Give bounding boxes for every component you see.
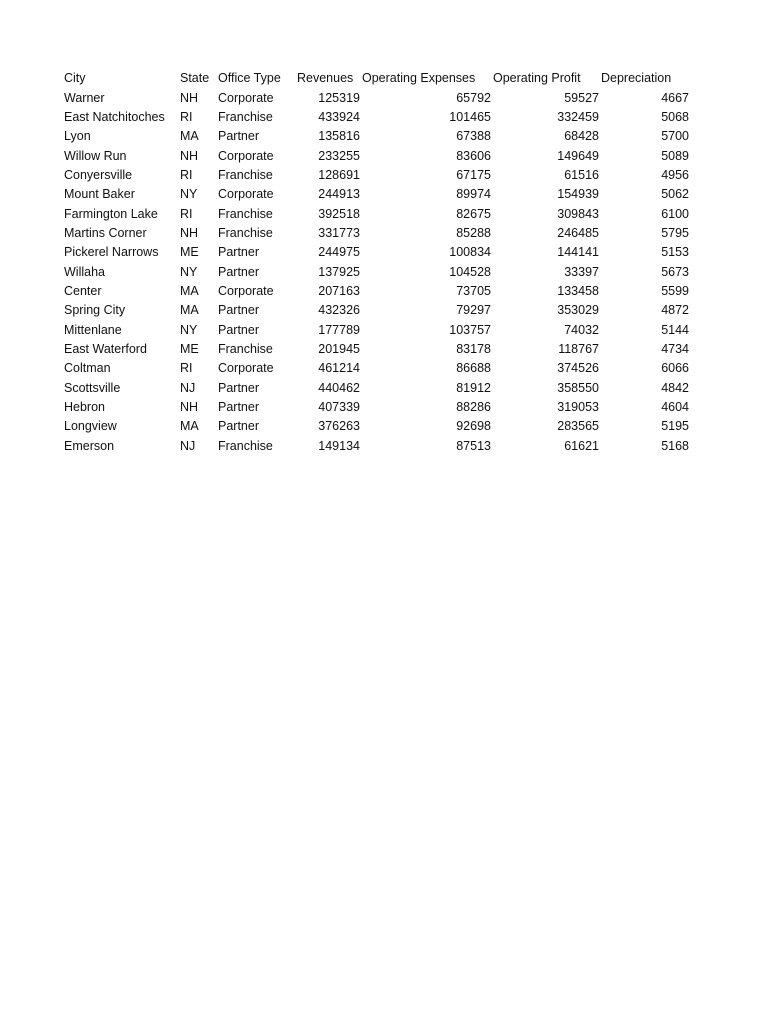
cell-state: NH [180,90,199,105]
table-row [62,166,689,185]
cell-depreciation: 5673 [661,264,689,279]
table-row [62,282,689,301]
table-row [62,204,689,223]
cell-city: Lyon [64,129,91,144]
cell-city: Pickerel Narrows [64,245,159,260]
cell-depreciation: 5599 [661,283,689,298]
cell-operating-profit: 309843 [557,206,599,221]
cell-city: Willow Run [64,148,127,163]
cell-office-type: Partner [218,400,259,415]
cell-state: ME [180,341,199,356]
cell-revenues: 128691 [318,167,360,182]
table-row [62,359,689,378]
cell-city: Spring City [64,303,126,318]
cell-revenues: 461214 [318,361,360,376]
cell-depreciation: 5089 [661,148,689,163]
table-row [62,224,689,243]
cell-revenues: 433924 [318,109,360,124]
table-row [62,108,689,127]
cell-operating-profit: 154939 [557,187,599,202]
table-row [62,320,689,339]
cell-office-type: Corporate [218,361,274,376]
cell-city: Willaha [64,264,105,279]
cell-revenues: 137925 [318,264,360,279]
cell-city: Emerson [64,438,115,453]
cell-depreciation: 5062 [661,187,689,202]
cell-operating-expenses: 92698 [456,419,491,434]
table-row [62,88,689,107]
cell-state: MA [180,283,199,298]
cell-depreciation: 4734 [661,341,689,356]
cell-office-type: Franchise [218,109,273,124]
table-row [62,243,689,262]
cell-operating-expenses: 82675 [456,206,491,221]
cell-revenues: 331773 [318,225,360,240]
header-depreciation: Depreciation [601,71,672,86]
cell-state: ME [180,245,199,260]
cell-office-type: Corporate [218,148,274,163]
cell-city: Farmington Lake [64,206,158,221]
table-row [62,340,689,359]
cell-office-type: Partner [218,419,259,434]
cell-revenues: 135816 [318,129,360,144]
cell-city: Center [64,283,102,298]
table-row [62,417,689,436]
cell-operating-expenses: 87513 [456,438,491,453]
cell-operating-expenses: 65792 [456,90,491,105]
cell-office-type: Partner [218,245,259,260]
table-row [62,127,689,146]
cell-revenues: 376263 [318,419,360,434]
cell-depreciation: 5068 [661,109,689,124]
cell-depreciation: 5700 [661,129,689,144]
cell-city: East Waterford [64,341,147,356]
cell-city: Warner [64,90,105,105]
cell-operating-expenses: 89974 [456,187,491,202]
cell-state: RI [180,206,193,221]
cell-state: NH [180,225,199,240]
header-revenues: Revenues [297,71,354,86]
cell-operating-expenses: 81912 [456,380,491,395]
cell-revenues: 244913 [318,187,360,202]
cell-revenues: 432326 [318,303,360,318]
cell-operating-profit: 283565 [557,419,599,434]
cell-revenues: 149134 [318,438,360,453]
cell-office-type: Franchise [218,206,273,221]
cell-depreciation: 5195 [661,419,689,434]
cell-operating-expenses: 104528 [449,264,491,279]
cell-office-type: Franchise [218,225,273,240]
cell-city: Conyersville [64,167,133,182]
cell-state: NY [180,187,198,202]
cell-city: Longview [64,419,117,434]
cell-depreciation: 5153 [661,245,689,260]
cell-state: NY [180,322,198,337]
header-operating-profit: Operating Profit [493,71,581,86]
table-row [62,185,689,204]
cell-operating-profit: 319053 [557,400,599,415]
cell-operating-profit: 61621 [564,438,599,453]
header-city: City [64,71,86,86]
cell-revenues: 233255 [318,148,360,163]
cell-state: MA [180,129,199,144]
cell-operating-expenses: 79297 [456,303,491,318]
cell-operating-expenses: 83606 [456,148,491,163]
cell-office-type: Partner [218,129,259,144]
cell-operating-expenses: 103757 [449,322,491,337]
cell-office-type: Franchise [218,438,273,453]
cell-city: Mount Baker [64,187,135,202]
cell-operating-profit: 353029 [557,303,599,318]
cell-operating-profit: 358550 [557,380,599,395]
cell-revenues: 177789 [318,322,360,337]
cell-office-type: Corporate [218,90,274,105]
cell-operating-profit: 144141 [557,245,599,260]
table-body [62,88,689,456]
cell-operating-profit: 374526 [557,361,599,376]
cell-depreciation: 4667 [661,90,689,105]
cell-operating-expenses: 83178 [456,341,491,356]
table-row [62,301,689,320]
cell-depreciation: 4872 [661,303,689,318]
cell-state: NJ [180,380,196,395]
header-row [62,69,689,88]
cell-depreciation: 6066 [661,361,689,376]
cell-revenues: 207163 [318,283,360,298]
cell-depreciation: 4956 [661,167,689,182]
cell-depreciation: 4604 [661,400,689,415]
cell-operating-profit: 59527 [564,90,599,105]
header-office-type: Office Type [218,71,281,86]
cell-operating-expenses: 67175 [456,167,491,182]
cell-revenues: 244975 [318,245,360,260]
cell-state: RI [180,167,193,182]
cell-state: MA [180,303,199,318]
header-operating-expenses: Operating Expenses [362,71,476,86]
table-row [62,262,689,281]
cell-office-type: Franchise [218,167,273,182]
office-financials-table [62,69,689,456]
table-row [62,146,689,165]
cell-depreciation: 5144 [661,322,689,337]
cell-city: East Natchitoches [64,109,165,124]
cell-state: NH [180,148,199,163]
cell-office-type: Partner [218,264,259,279]
cell-state: NY [180,264,198,279]
cell-office-type: Partner [218,322,259,337]
cell-city: Scottsville [64,380,121,395]
cell-operating-profit: 133458 [557,283,599,298]
cell-operating-expenses: 88286 [456,400,491,415]
cell-office-type: Corporate [218,187,274,202]
cell-depreciation: 4842 [661,380,689,395]
cell-operating-profit: 74032 [564,322,599,337]
table-row [62,437,689,456]
cell-operating-expenses: 100834 [449,245,491,260]
cell-office-type: Franchise [218,341,273,356]
cell-depreciation: 6100 [661,206,689,221]
cell-office-type: Partner [218,303,259,318]
cell-operating-profit: 61516 [564,167,599,182]
cell-depreciation: 5168 [661,438,689,453]
table-row [62,379,689,398]
cell-state: RI [180,109,193,124]
cell-revenues: 440462 [318,380,360,395]
cell-state: MA [180,419,199,434]
cell-operating-expenses: 86688 [456,361,491,376]
header-state: State [180,71,210,86]
cell-state: RI [180,361,193,376]
cell-city: Mittenlane [64,322,122,337]
cell-revenues: 392518 [318,206,360,221]
cell-operating-profit: 332459 [557,109,599,124]
cell-revenues: 125319 [318,90,360,105]
cell-depreciation: 5795 [661,225,689,240]
cell-city: Coltman [64,361,111,376]
cell-revenues: 201945 [318,341,360,356]
cell-operating-expenses: 73705 [456,283,491,298]
cell-office-type: Partner [218,380,259,395]
table-row [62,398,689,417]
cell-revenues: 407339 [318,400,360,415]
cell-city: Hebron [64,400,105,415]
cell-operating-profit: 68428 [564,129,599,144]
cell-office-type: Corporate [218,283,274,298]
cell-state: NH [180,400,199,415]
cell-operating-profit: 149649 [557,148,599,163]
cell-city: Martins Corner [64,225,147,240]
cell-operating-profit: 118767 [558,341,599,356]
cell-operating-profit: 33397 [564,264,599,279]
cell-operating-profit: 246485 [557,225,599,240]
cell-operating-expenses: 85288 [456,225,491,240]
cell-operating-expenses: 101465 [449,109,491,124]
cell-operating-expenses: 67388 [456,129,491,144]
cell-state: NJ [180,438,196,453]
spreadsheet-page [62,69,702,456]
